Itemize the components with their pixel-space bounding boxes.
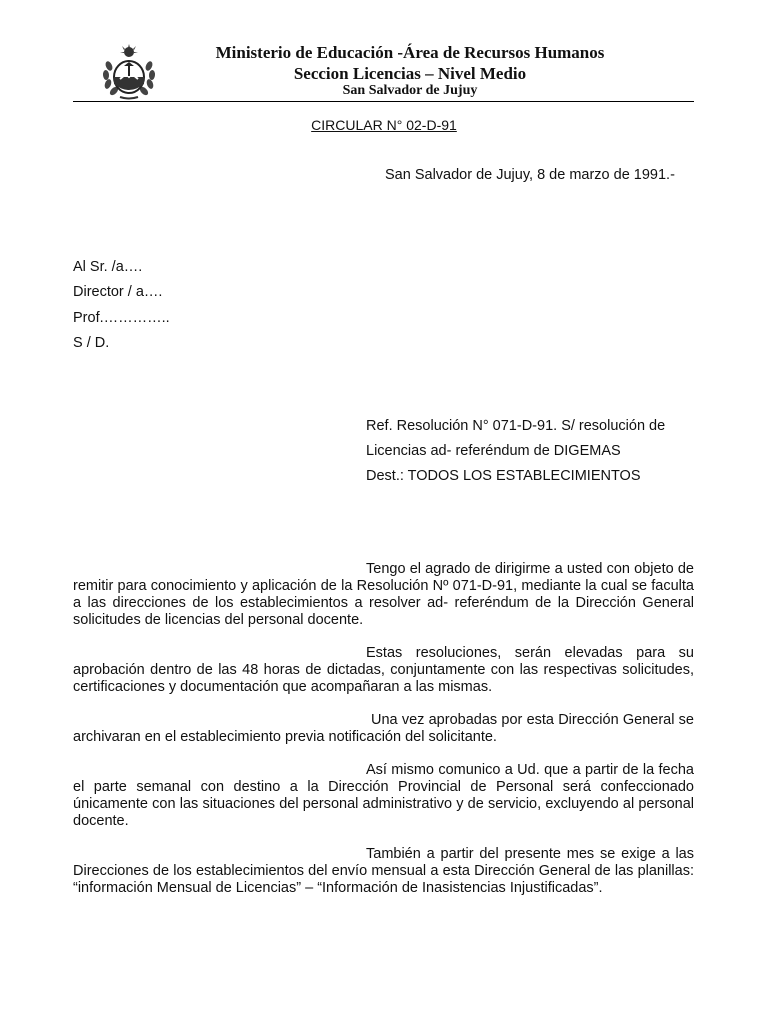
addressee-line: S / D.	[73, 335, 110, 351]
addressee-line: Al Sr. /a….	[73, 259, 143, 275]
body-paragraph: Estas resoluciones, serán elevadas para su aprobación dentro de las 48 horas de dictadas, conjuntamente con las respectivas solicitudes, certificaciones y documentación que acompañaran a las mismas.	[73, 645, 694, 695]
addressee-line: Prof.…………..	[73, 310, 170, 326]
circular-title: CIRCULAR N° 02-D-91	[311, 117, 457, 133]
body-paragraph: Así mismo comunico a Ud. que a partir de la fecha el parte semanal con destino a la Dirección Provincial de Personal será confeccionado únicamente con las situaciones del personal administrativo y de servicio, excluyendo al personal docente.	[73, 762, 694, 829]
header-ministry: Ministerio de Educación -Área de Recursos Humanos	[215, 43, 605, 62]
body-paragraph: También a partir del presente mes se exige a las Direcciones de los establecimientos del envío mensual a esta Dirección General de las planillas: “información Mensual de Licencias” – “Información de Inasistencias Injustificadas”.	[73, 846, 694, 896]
coat-of-arms-icon	[100, 44, 158, 100]
header-section: Seccion Licencias – Nivel Medio	[293, 64, 527, 83]
date-line: San Salvador de Jujuy, 8 de marzo de 1991.-	[385, 167, 675, 183]
body-paragraph: Tengo el agrado de dirigirme a usted con objeto de remitir para conocimiento y aplicación de la Resolución Nº 071-D-91, mediante la cual se faculta a las direcciones de los establecimientos a resolver ad- referéndum de la Dirección General solicitudes de licencias del personal docente.	[73, 561, 694, 628]
addressee-line: Director / a….	[73, 284, 163, 300]
header-city: San Salvador de Jujuy	[342, 83, 478, 98]
reference-line: Ref. Resolución N° 071-D-91. S/ resolución de	[366, 418, 666, 434]
reference-line: Licencias ad- referéndum de DIGEMAS	[366, 443, 621, 459]
body-paragraph: Una vez aprobadas por esta Dirección General se archivaran en el establecimiento previa notificación del solicitante.	[73, 712, 694, 745]
reference-line: Dest.: TODOS LOS ESTABLECIMIENTOS	[366, 468, 641, 484]
header-divider	[73, 101, 694, 102]
